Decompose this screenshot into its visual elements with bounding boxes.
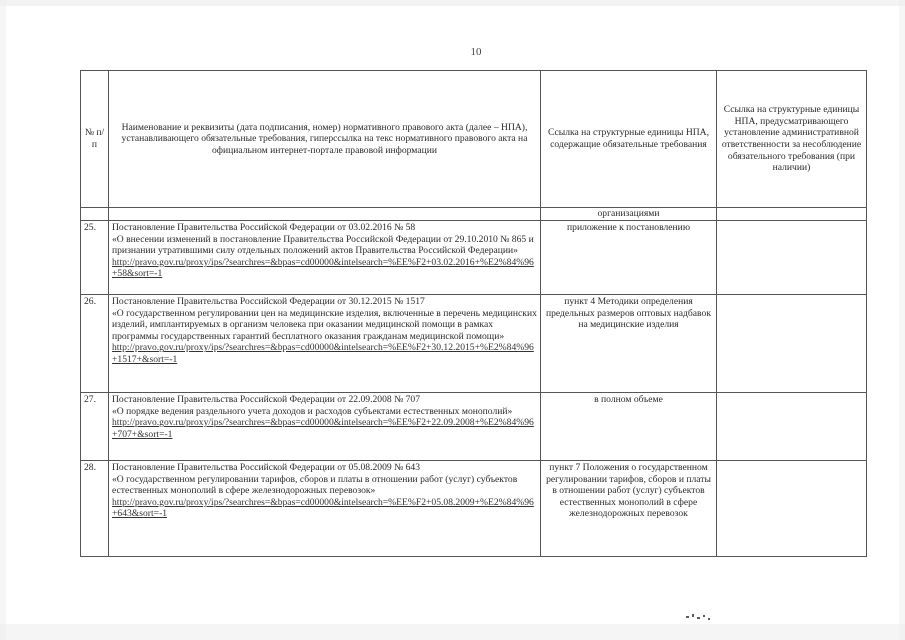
act-title: Постановление Правительства Российской Федерации от 05.08.2009 № 643 bbox=[112, 462, 421, 473]
row-ref: в полном объеме bbox=[541, 393, 717, 461]
row-number: 25. bbox=[81, 221, 109, 295]
header-liability: Ссылка на структурные единицы НПА, предусматривающего установление административной ответственности за несоблюдение обязательного требования (при наличии) bbox=[717, 71, 867, 208]
header-num: № п/п bbox=[81, 71, 109, 208]
table-header-row bbox=[81, 71, 867, 208]
row-number: 28. bbox=[81, 461, 109, 557]
scan-mark bbox=[686, 614, 710, 620]
row-liability bbox=[717, 295, 867, 393]
carryover-num bbox=[81, 208, 109, 221]
table-row bbox=[81, 393, 867, 461]
act-link[interactable]: http://pravo.gov.ru/proxy/ips/?searchres=&bpas=cd00000&intelsearch=%EE%F2+03.02.2016+%E2%84%96+58&sort=-1 bbox=[112, 256, 534, 280]
table-row bbox=[81, 221, 867, 295]
act-description: «О государственном регулировании цен на медицинские изделия, включенные в перечень медицинских изделий, имплантируемых в организм человека при оказании медицинской помощи в рамках программы государственных гарантий бесплатного оказания гражданам медицинской помощи» bbox=[112, 307, 537, 342]
act-title: Постановление Правительства Российской Федерации от 30.12.2015 № 1517 bbox=[112, 296, 425, 307]
act-link[interactable]: http://pravo.gov.ru/proxy/ips/?searchres=&bpas=cd00000&intelsearch=%EE%F2+22.09.2008+%E2%84%96+707+&sort=-1 bbox=[112, 417, 534, 440]
carryover-name bbox=[109, 208, 541, 221]
row-act bbox=[109, 221, 541, 295]
row-ref: пункт 7 Положения о государственном регулировании тарифов, сборов и платы в отношении работ (услуг) субъектов естественных монополий в сфере железнодорожных перевозок bbox=[541, 461, 717, 557]
row-act bbox=[109, 295, 541, 393]
carryover-row bbox=[81, 208, 867, 221]
row-act bbox=[109, 461, 541, 557]
row-ref: приложение к постановлению bbox=[541, 221, 717, 295]
npa-table bbox=[80, 70, 867, 557]
table-row bbox=[81, 295, 867, 393]
header-ref: Ссылка на структурные единицы НПА, содержащие обязательные требования bbox=[541, 71, 717, 208]
act-title: Постановление Правительства Российской Федерации от 22.09.2008 № 707 bbox=[112, 394, 421, 405]
row-ref: пункт 4 Методики определения предельных размеров оптовых надбавок на медицинские изделия bbox=[541, 295, 717, 393]
header-name: Наименование и реквизиты (дата подписания, номер) нормативного правового акта (далее – НПА), устанавливающего обязательные требования, гиперссылка на текс нормативного правового акта на официальном интернет-портале правовой информации bbox=[109, 71, 541, 208]
act-description: «О порядке ведения раздельного учета доходов и расходов субъектами естественных монополий» bbox=[112, 405, 513, 417]
row-liability bbox=[717, 393, 867, 461]
act-link[interactable]: http://pravo.gov.ru/proxy/ips/?searchres=&bpas=cd00000&intelsearch=%EE%F2+05.08.2009+%E2%84%96+643&sort=-1 bbox=[112, 496, 534, 520]
carryover-liability bbox=[717, 208, 867, 221]
row-liability bbox=[717, 461, 867, 557]
act-link[interactable]: http://pravo.gov.ru/proxy/ips/?searchres=&bpas=cd00000&intelsearch=%EE%F2+30.12.2015+%E2%84%96+1517+&sort=-1 bbox=[112, 342, 534, 365]
act-title: Постановление Правительства Российской Федерации от 03.02.2016 № 58 bbox=[112, 222, 416, 233]
carryover-ref: организациями bbox=[541, 208, 717, 221]
act-description: «О внесении изменений в постановление Правительства Российской Федерации от 29.10.2010 № 865 и признании утратившими силу отдельных положений актов Правительства Российской Федерации» bbox=[112, 233, 534, 257]
row-number: 26. bbox=[81, 295, 109, 393]
page-number: 10 bbox=[470, 46, 482, 58]
act-description: «О государственном регулировании тарифов, сборов и платы в отношении работ (услуг) субъектов естественных монополий в сфере железнодорожных перевозок» bbox=[112, 473, 518, 497]
row-act bbox=[109, 393, 541, 461]
table-row bbox=[81, 461, 867, 557]
row-liability bbox=[717, 221, 867, 295]
row-number: 27. bbox=[81, 393, 109, 461]
